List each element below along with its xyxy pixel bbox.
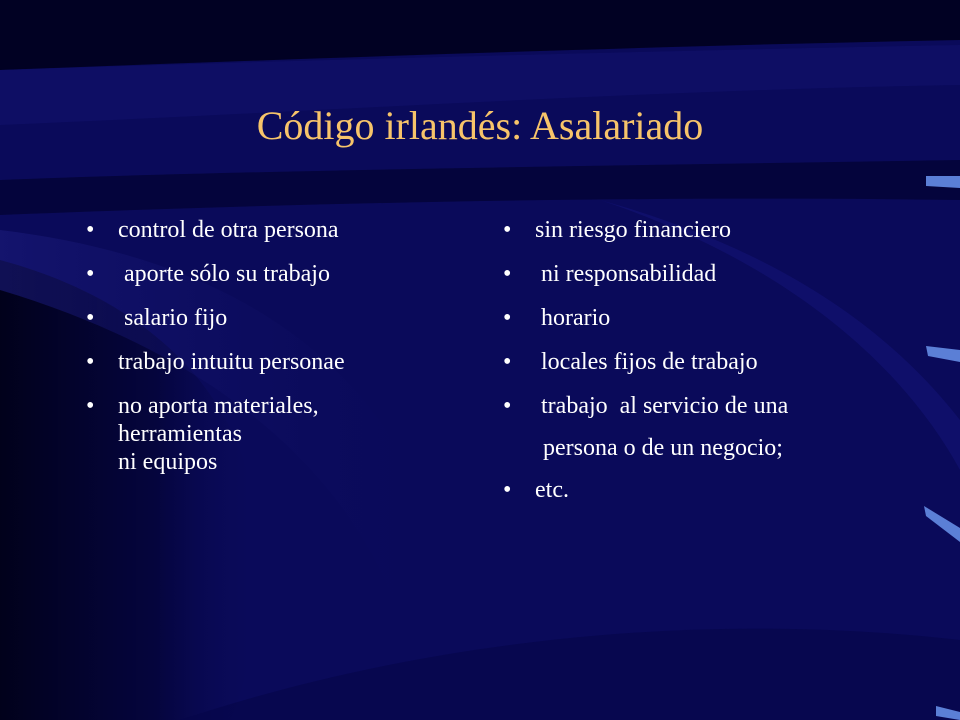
bullet-text: trabajo intuitu personae <box>118 349 345 375</box>
bullet-continuation-text: persona o de un negocio; <box>543 435 783 461</box>
bullet-text: horario <box>535 305 611 331</box>
bullet-text: etc. <box>535 477 569 503</box>
slide-title: Código irlandés: Asalariado <box>256 103 704 148</box>
bullet-text: aporte sólo su trabajo <box>118 261 330 287</box>
bullet-icon: • <box>86 261 95 287</box>
bullet-item <box>86 304 486 332</box>
bullet-item <box>503 260 943 288</box>
left-bullet-list <box>86 216 486 476</box>
bullet-item <box>503 348 943 376</box>
bullet-item <box>86 260 486 288</box>
bullet-icon: • <box>503 477 512 503</box>
bullet-icon: • <box>503 349 512 375</box>
bullet-text: salario fijo <box>118 305 228 331</box>
bullet-text: trabajo al servicio de una <box>535 393 789 419</box>
bullet-text: ni responsabilidad <box>535 261 717 287</box>
right-bullet-list <box>503 216 943 420</box>
bullet-text-line: ni equipos <box>118 449 218 475</box>
bullet-icon: • <box>503 393 512 419</box>
bullet-icon: • <box>503 217 512 243</box>
bullet-item <box>503 216 943 244</box>
bullet-item <box>86 216 486 244</box>
bullet-item <box>503 304 943 332</box>
bullet-icon: • <box>86 217 95 243</box>
bullet-icon: • <box>86 349 95 375</box>
right-bullet-list-tail <box>503 476 943 504</box>
bullet-icon: • <box>503 261 512 287</box>
bullet-text-line: no aporta materiales, <box>118 393 319 419</box>
bullet-text: locales fijos de trabajo <box>535 349 758 375</box>
bullet-icon: • <box>86 305 95 331</box>
bullet-icon: • <box>503 305 512 331</box>
bullet-text-line: herramientas <box>118 421 242 447</box>
bullet-icon: • <box>86 393 95 419</box>
right-column <box>503 216 943 520</box>
bullet-item <box>86 392 486 476</box>
bullet-item <box>503 476 943 504</box>
left-column <box>86 216 486 492</box>
bullet-text: control de otra persona <box>118 217 339 243</box>
bullet-item <box>86 348 486 376</box>
bullet-text: sin riesgo financiero <box>535 217 731 243</box>
bullet-item <box>503 392 943 420</box>
